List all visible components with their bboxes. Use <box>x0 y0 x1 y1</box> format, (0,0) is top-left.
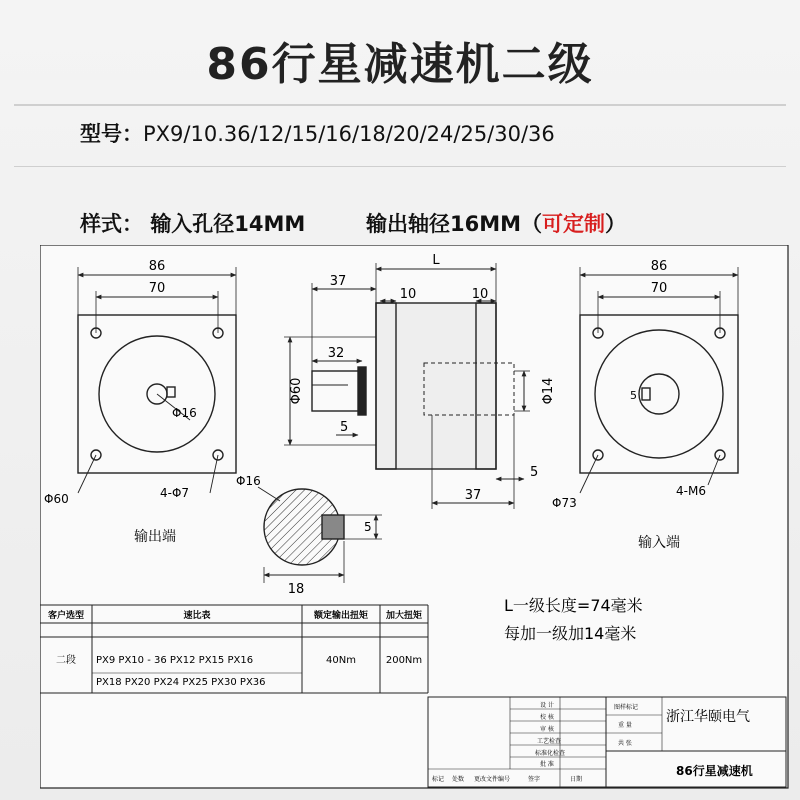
tb-weight: 重 量 <box>618 722 632 729</box>
output-dim-pcd: Φ60 <box>44 492 69 506</box>
style-paren-open: （ <box>521 212 542 236</box>
style-custom: 可定制 <box>542 212 605 236</box>
input-dim-inner: 70 <box>650 281 668 296</box>
side-dim-phi60: Φ60 <box>289 377 304 405</box>
style-input: 输入孔径14MM <box>150 212 306 236</box>
tb-row-approve: 批 准 <box>540 761 554 768</box>
table-max-torque: 200Nm <box>385 655 423 666</box>
side-dim-10-right: 10 <box>471 287 489 302</box>
style-paren-close: ） <box>605 212 626 236</box>
tb-bottom-sign: 签字 <box>528 776 541 783</box>
input-dim-holes: 4-M6 <box>676 484 706 498</box>
side-dim-32: 32 <box>327 346 345 361</box>
table-stage: 二段 <box>56 655 76 666</box>
side-dim-10-left: 10 <box>399 287 417 302</box>
engineering-drawing <box>40 245 790 790</box>
output-end-label: 输出端 <box>134 529 176 545</box>
style-line <box>80 208 626 238</box>
tb-row-review: 审 核 <box>540 726 554 733</box>
output-dim-holes: 4-Φ7 <box>160 486 190 500</box>
side-dim-L: L <box>432 253 440 268</box>
page-title: 86行星减速机二级 <box>206 39 594 90</box>
shaft-dim-dia: Φ16 <box>236 474 261 488</box>
output-seal <box>358 367 366 415</box>
tb-row-design: 设 计 <box>540 702 554 709</box>
table-torque: 40Nm <box>326 655 356 666</box>
input-dim-outer: 86 <box>650 259 668 274</box>
output-dim-inner: 70 <box>148 281 166 296</box>
table-header-model: 客户选型 <box>47 611 85 621</box>
model-value: PX9/10.36/12/15/16/18/20/24/25/30/36 <box>143 122 555 146</box>
shaft-dim-key: 5 <box>364 520 372 534</box>
style-label: 样式： <box>80 212 143 236</box>
tb-product: 86行星减速机 <box>676 764 753 778</box>
length-note-2: 每加一级加14毫米 <box>504 624 637 643</box>
length-note-1: L一级长度=74毫米 <box>504 596 643 615</box>
output-dim-outer: 86 <box>148 259 166 274</box>
tb-mark: 图样标记 <box>614 704 639 711</box>
table-header-ratio: 速比表 <box>183 611 211 621</box>
side-dim-5-right: 5 <box>530 465 539 480</box>
table-header-max-torque: 加大扭矩 <box>385 611 423 621</box>
tb-bottom-change: 更改文件编号 <box>474 776 511 783</box>
side-dim-phi14: Φ14 <box>541 377 556 405</box>
table-ratios-1: PX9 PX10 - 36 PX12 PX15 PX16 <box>96 655 254 666</box>
style-output: 输出轴径16MM <box>365 212 521 236</box>
tb-bottom-count: 处数 <box>452 776 465 783</box>
model-line <box>80 118 555 148</box>
model-label: 型号： <box>80 122 143 146</box>
title-divider <box>14 104 786 106</box>
table-ratios-2: PX18 PX20 PX24 PX25 PX30 PX36 <box>96 677 266 688</box>
output-dim-bore: Φ16 <box>172 406 197 420</box>
input-dim-key: 5 <box>630 389 637 402</box>
tb-row-standard: 标准化检查 <box>535 750 566 757</box>
table-header-torque: 额定输出扭矩 <box>313 611 369 621</box>
shaft-key <box>322 515 344 539</box>
tb-company: 浙江华颐电气 <box>666 709 750 725</box>
shaft-dim-width: 18 <box>287 582 305 597</box>
model-divider <box>14 166 786 167</box>
input-end-label: 输入端 <box>638 535 680 551</box>
side-dim-37-top: 37 <box>329 274 347 289</box>
tb-bottom-mark: 标记 <box>432 776 445 783</box>
tb-row-check: 校 核 <box>540 714 554 721</box>
side-dim-5-left: 5 <box>340 420 349 435</box>
input-dim-pcd: Φ73 <box>552 496 577 510</box>
tb-bottom-date: 日期 <box>570 776 583 783</box>
tb-sheets: 共 张 <box>618 740 632 747</box>
tb-row-process: 工艺检查 <box>537 738 562 745</box>
gearbox-body <box>376 303 496 469</box>
side-dim-37-bottom: 37 <box>464 488 482 503</box>
